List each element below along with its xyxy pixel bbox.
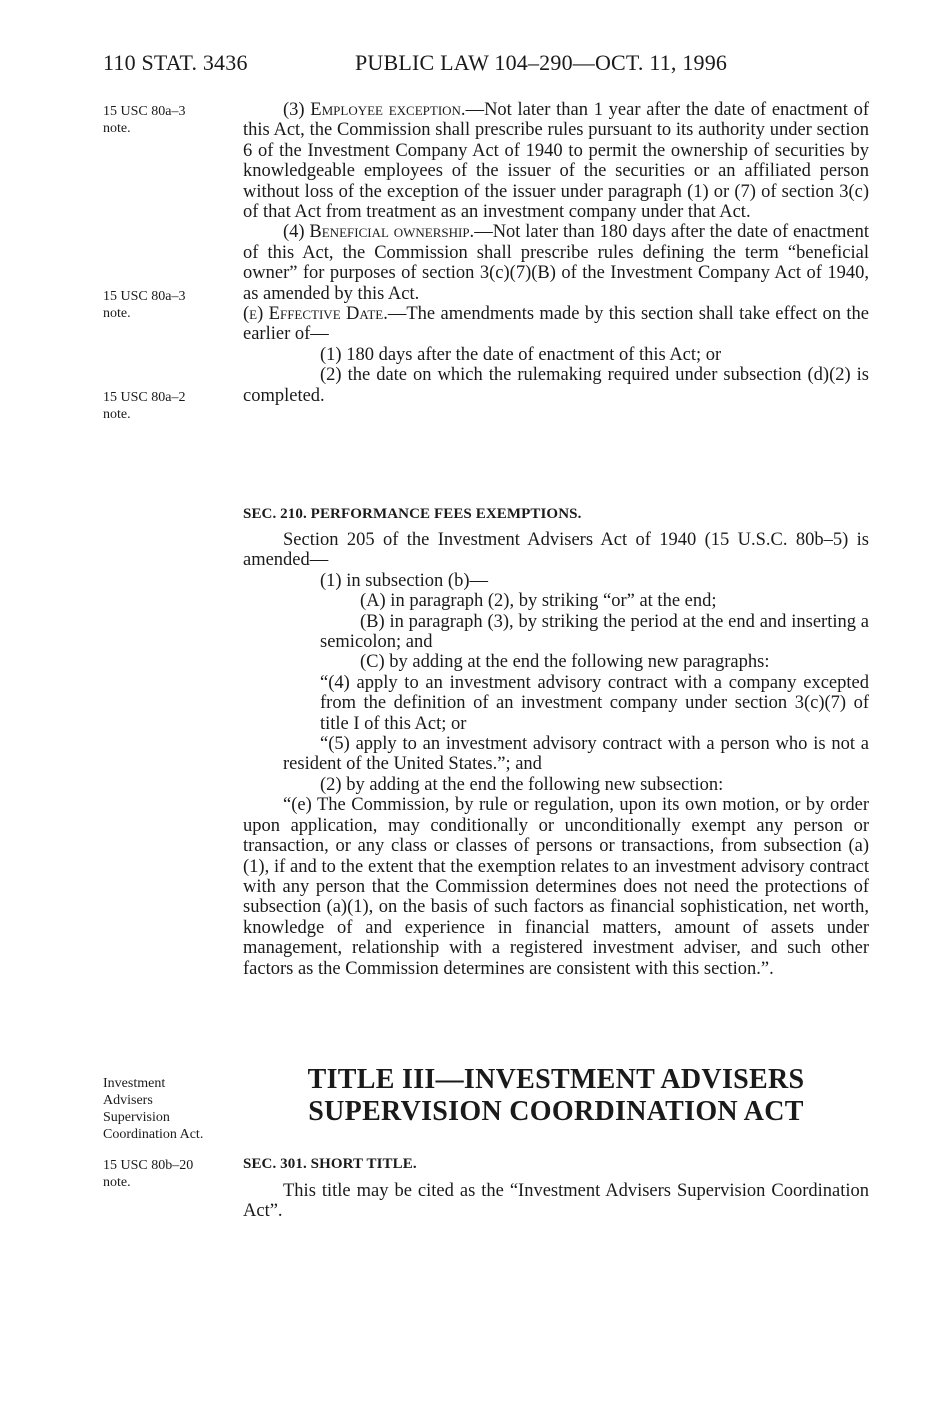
paragraph-text: —Not later than 180 days after the date of enactment of this Act, the Commission shall prescribe rules defining the term “beneficial owner” for purposes of section 3(c)(7)(B) of the Investment Company Act of 1940, as amended by this Act. [243,222,869,304]
section-301-text: This title may be cited as the “Investment Advisers Supervision Coordination Act”. [243,1181,869,1222]
paragraph-3 [243,100,869,222]
statute-page-number: 110 STAT. 3436 [103,50,248,75]
section-210 [243,504,869,524]
paragraph-heading: (4) Beneficial ownership. [283,222,475,243]
subsection-e-item-1: (1) 180 days after the date of enactment of this Act; or [320,344,722,365]
margin-note-text: 15 USC 80a–3 note. [103,289,186,321]
margin-note-2 [103,288,238,322]
paragraph-text: —Not later than 1 year after the date of enactment of this Act, the Commission shall prescribe rules pursuant to its authority under section 6 of the Investment Company Act of 1940 to permit the ownership of securities by knowledgeable employees of the issuer of the securities or an affiliated person without loss of the exception of the issuer under paragraph (1) or (7) of section 3(c) of that Act from treatment as an investment company under that Act. [243,100,869,223]
section-301 [243,1154,869,1174]
title-iii-heading: TITLE III—INVESTMENT ADVISERS SUPERVISION COORDINATION ACT [307,1064,805,1127]
margin-note-1 [103,103,238,137]
subsection-e [243,304,869,345]
section-210-item-B: (B) in paragraph (3), by striking the period at the end and inserting a semicolon; and [320,611,869,653]
margin-note-3 [103,389,238,423]
quoted-paragraph-5: “(5) apply to an investment advisory contract with a person who is not a resident of the United States.”; and [283,734,869,775]
section-209-continuation [243,100,869,406]
section-210-item-2: (2) by adding at the end the following new subsection: [320,774,724,795]
paragraph-heading: (3) Employee exception. [283,100,466,120]
margin-note-text: 15 USC 80a–2 note. [103,390,186,422]
public-law-header: PUBLIC LAW 104–290—OCT. 11, 1996 [355,50,728,75]
margin-note-4 [103,1075,238,1143]
subsection-text: —The amendments made by this section shall take effect on the earlier of— [243,304,869,345]
margin-note-text: 15 USC 80a–3 note. [103,104,186,136]
paragraph-4 [243,222,869,304]
subsection-heading: (e) Effective Date. [243,304,388,325]
margin-note-5 [103,1157,238,1191]
section-210-heading: SEC. 210. PERFORMANCE FEES EXEMPTIONS. [243,506,582,522]
quoted-paragraph-4: “(4) apply to an investment advisory contract with a company excepted from the definition of an investment company under section 3(c)(7) of title I of this Act; or [320,672,869,734]
section-210-body [243,530,869,979]
section-210-item-C: (C) by adding at the end the following new paragraphs: [360,652,770,673]
margin-note-text: 15 USC 80b–20 note. [103,1158,194,1190]
section-210-item-1: (1) in subsection (b)— [320,570,489,591]
section-210-item-A: (A) in paragraph (2), by striking “or” at the end; [360,591,717,612]
margin-note-text: Investment Advisers Supervision Coordination Act. [103,1076,204,1142]
quoted-subsection-e: “(e) The Commission, by rule or regulation, upon its own motion, or by order upon application, may conditionally or unconditionally exempt any person or transaction, or any class or classes of persons or transactions, from subsection (a)(1), if and to the extent that the exemption relates to an investment advisory contract with any person that the Commission determines does not need the protections of subsection (a)(1), on the basis of such factors as financial sophistication, net worth, knowledge of and experience in financial matters, amount of assets under management, relationship with a registered investment adviser, and such other factors as the Commission determines are consistent with this section.”. [243,795,869,979]
section-210-intro: Section 205 of the Investment Advisers Act of 1940 (15 U.S.C. 80b–5) is amended— [243,530,869,571]
section-301-heading: SEC. 301. SHORT TITLE. [243,1156,417,1172]
subsection-e-item-2: (2) the date on which the rulemaking required under subsection (d)(2) is completed. [243,365,869,406]
section-301-body [243,1181,869,1222]
